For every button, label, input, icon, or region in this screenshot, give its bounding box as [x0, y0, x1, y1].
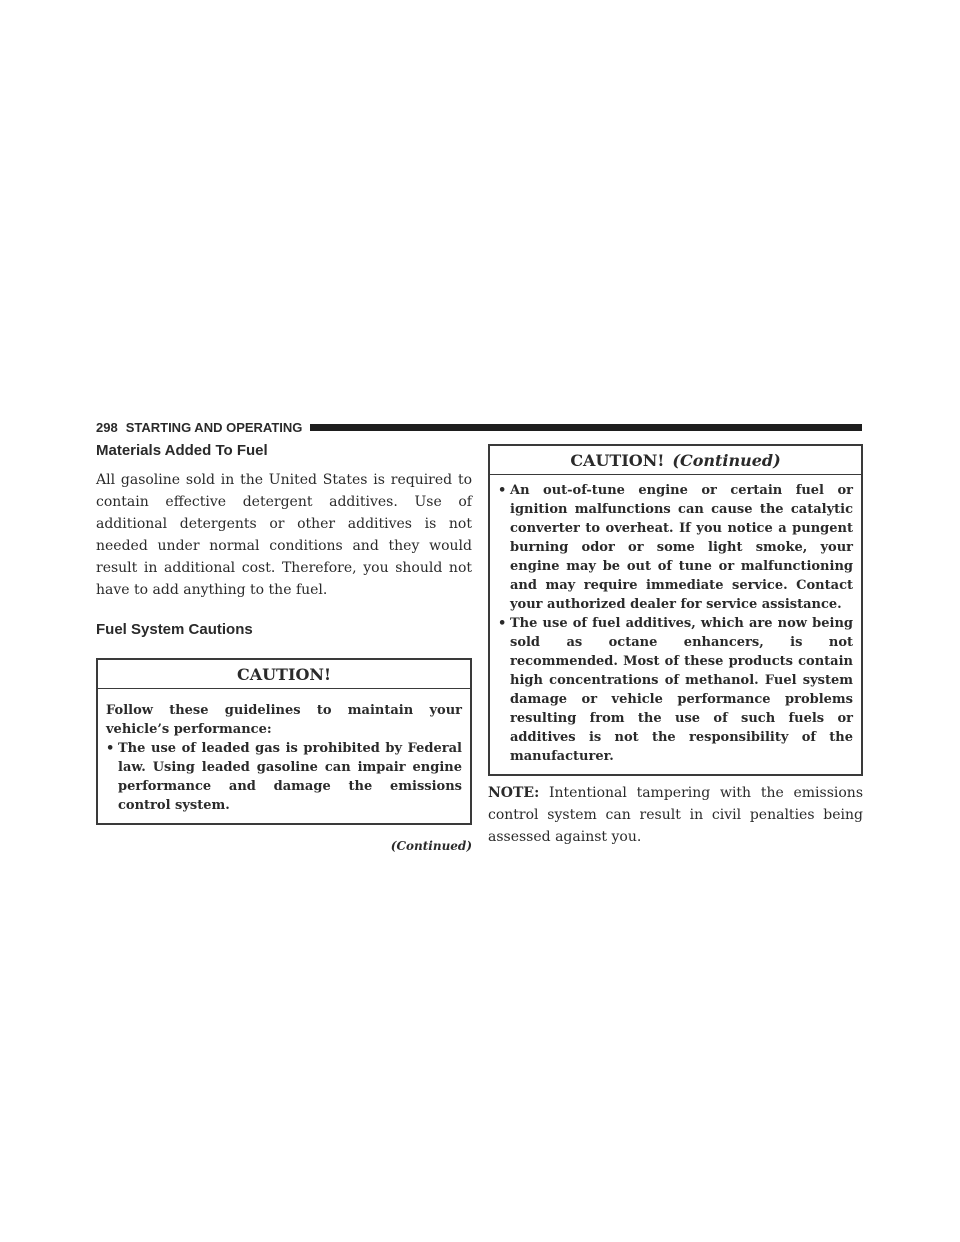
heading-fuel-system-cautions: Fuel System Cautions [96, 621, 253, 638]
section-title: STARTING AND OPERATING [125, 419, 303, 435]
caution-bullet [498, 481, 853, 614]
right-column [488, 444, 863, 848]
header-rule [310, 424, 862, 431]
bullet-text: The use of fuel additives, which are now being sold as octane enhancers, is not recommended. Most of these products contain high concentrations of methanol. Fuel system damage or vehicle performance problems resulting from the use of such fuels or additives is not the responsibility of the manufacturer. [510, 616, 853, 764]
page-header [96, 418, 862, 436]
caution-box-left [96, 658, 472, 825]
caution-title [98, 660, 470, 689]
page-number: 298 [96, 419, 118, 435]
bullet-text: An out-of-tune engine or certain fuel or ignition malfunctions can cause the catalytic converter to overheat. If you notice a pungent burning odor or some light smoke, your engine may be out of tune or malfunctioning and may require immediate service. Contact your authorized dealer for service assistance. [510, 483, 853, 612]
note-paragraph [488, 782, 863, 848]
caution-title-text: CAUTION! [236, 665, 332, 684]
caution-body [98, 689, 470, 823]
note-label: NOTE: [488, 785, 540, 801]
materials-paragraph: All gasoline sold in the United States is required to contain effective detergent additives. Use of additional detergents or other additives is not needed under normal conditions and they would result in additional cost. Therefore, you should not have to add anything to the fuel. [96, 472, 472, 598]
note-text: Intentional tampering with the emissions control system can result in civil penalties being assessed against you. [488, 785, 864, 845]
continued-label: (Continued) [390, 839, 472, 853]
bullet-icon: • [498, 616, 507, 631]
bullet-icon: • [106, 741, 115, 756]
caution-title-suffix: (Continued) [672, 451, 781, 470]
left-column [96, 442, 472, 853]
caution-intro: Follow these guidelines to maintain your vehicle’s performance: [106, 703, 462, 737]
heading-materials-added: Materials Added To Fuel [96, 442, 268, 459]
bullet-icon: • [498, 483, 507, 498]
caution-title-continued [490, 446, 861, 475]
caution-bullet [498, 614, 853, 766]
caution-bullet [106, 739, 462, 815]
caution-box-right [488, 444, 863, 776]
bullet-text: The use of leaded gas is prohibited by Federal law. Using leaded gasoline can impair engine performance and damage the emissions control system. [118, 741, 462, 813]
caution-title-text: CAUTION! [570, 451, 665, 470]
caution-body [490, 475, 861, 774]
